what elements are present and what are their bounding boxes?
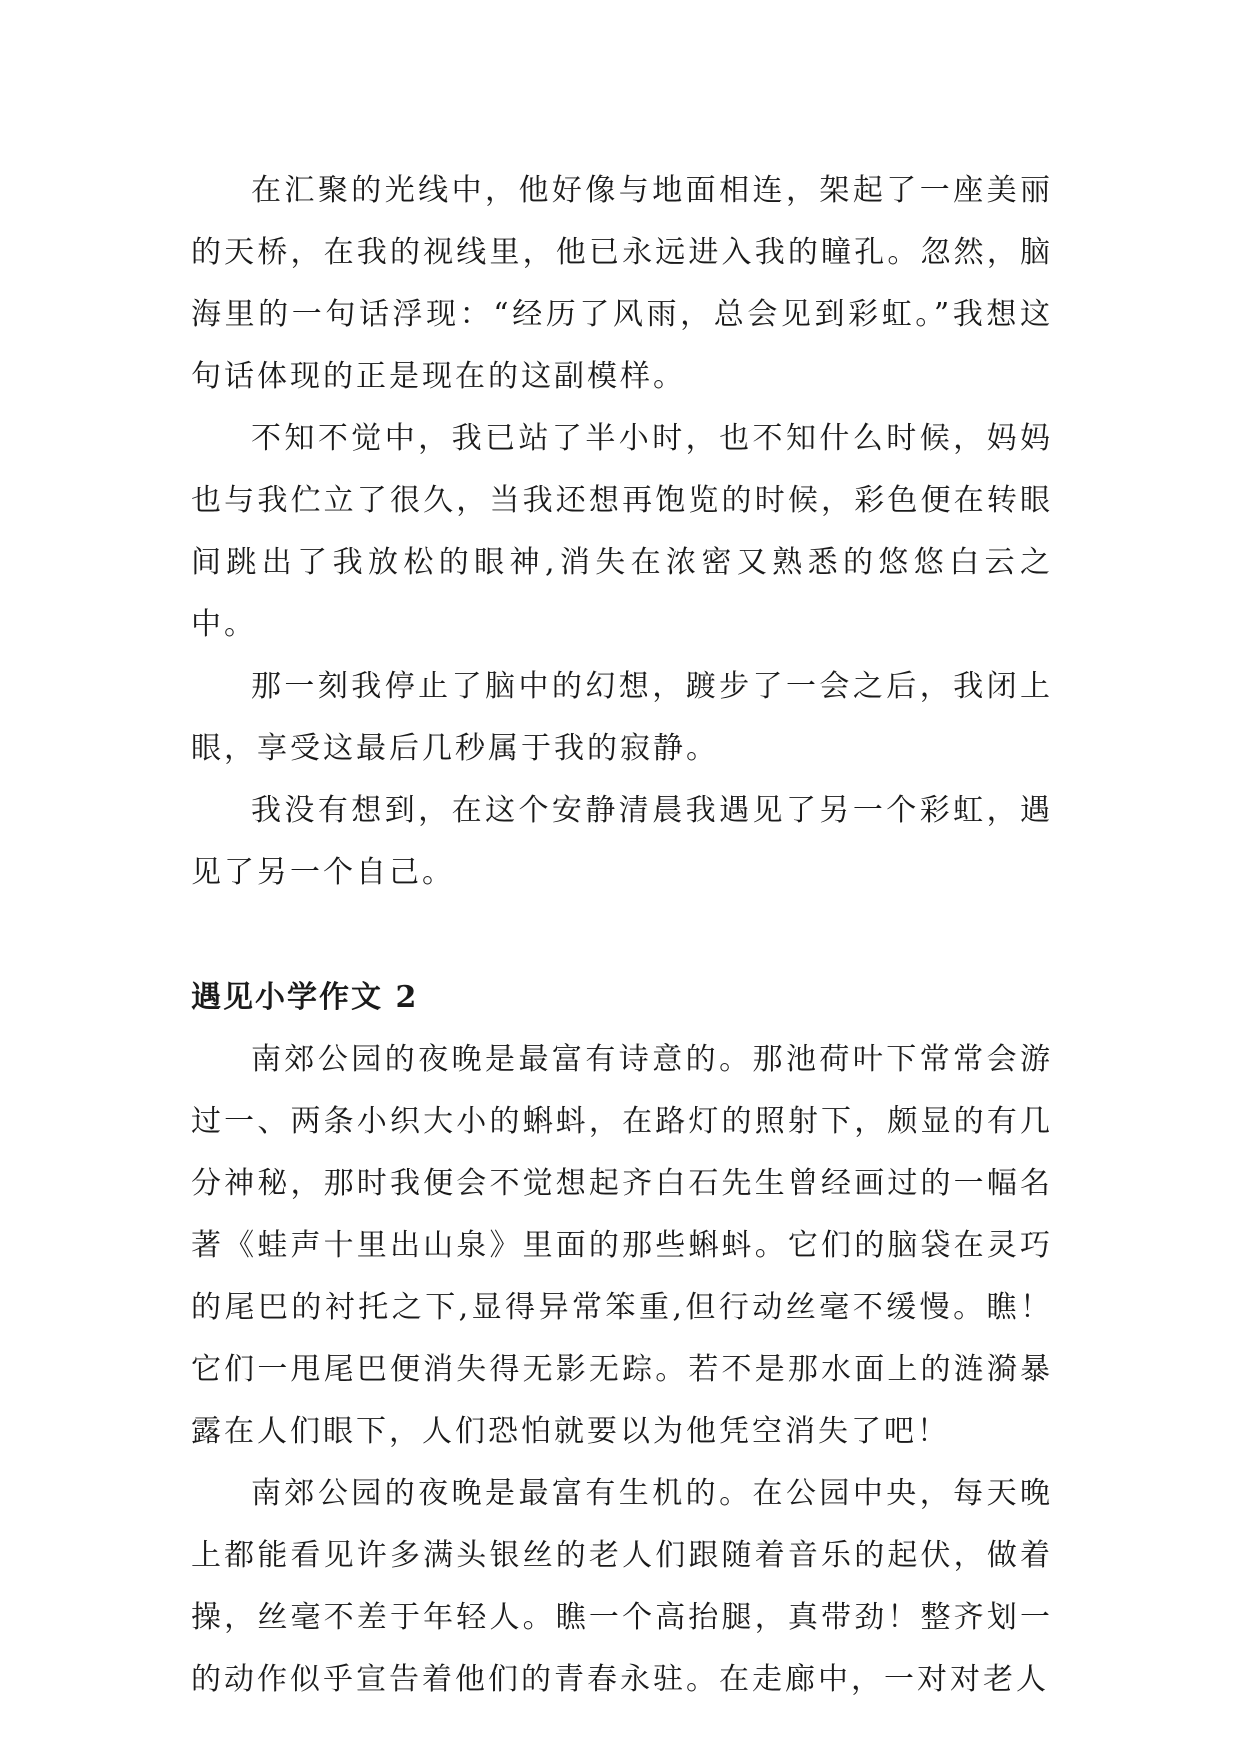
paragraph: 南郊公园的夜晚是最富有生机的。在公园中央，每天晚上都能看见许多满头银丝的老人们跟随着音乐的起伏，做着操，丝毫不差于年轻人。瞧一个高抬腿，真带劲！整齐划一的动作似乎宣告着他们的青春永驻。在走廊中，一对对老人 <box>191 1476 1053 1697</box>
paragraph: 那一刻我停止了脑中的幻想，踱步了一会之后，我闭上眼，享受这最后几秒属于我的寂静。 <box>191 669 1053 766</box>
section-title: 遇见小学作文 2 <box>191 980 419 1015</box>
document-page <box>191 160 1053 1711</box>
paragraph: 不知不觉中，我已站了半小时，也不知什么时候，妈妈也与我伫立了很久，当我还想再饱览的时候，彩色便在转眼间跳出了我放松的眼神,消失在浓密又熟悉的悠悠白云之中。 <box>191 421 1053 642</box>
paragraph: 我没有想到，在这个安静清晨我遇见了另一个彩虹，遇见了另一个自己。 <box>191 793 1053 890</box>
paragraph: 南郊公园的夜晚是最富有诗意的。那池荷叶下常常会游过一、两条小织大小的蝌蚪，在路灯的照射下，颇显的有几分神秘，那时我便会不觉想起齐白石先生曾经画过的一幅名著《蛙声十里出山泉》里面的那些蝌蚪。它们的脑袋在灵巧的尾巴的衬托之下,显得异常笨重,但行动丝毫不缓慢。瞧！它们一甩尾巴便消失得无影无踪。若不是那水面上的涟漪暴露在人们眼下，人们恐怕就要以为他凭空消失了吧！ <box>191 1042 1053 1449</box>
paragraph: 在汇聚的光线中，他好像与地面相连，架起了一座美丽的天桥，在我的视线里，他已永远进入我的瞳孔。忽然，脑海里的一句话浮现：“经历了风雨，总会见到彩虹。”我想这句话体现的正是现在的这副模样。 <box>191 173 1053 394</box>
